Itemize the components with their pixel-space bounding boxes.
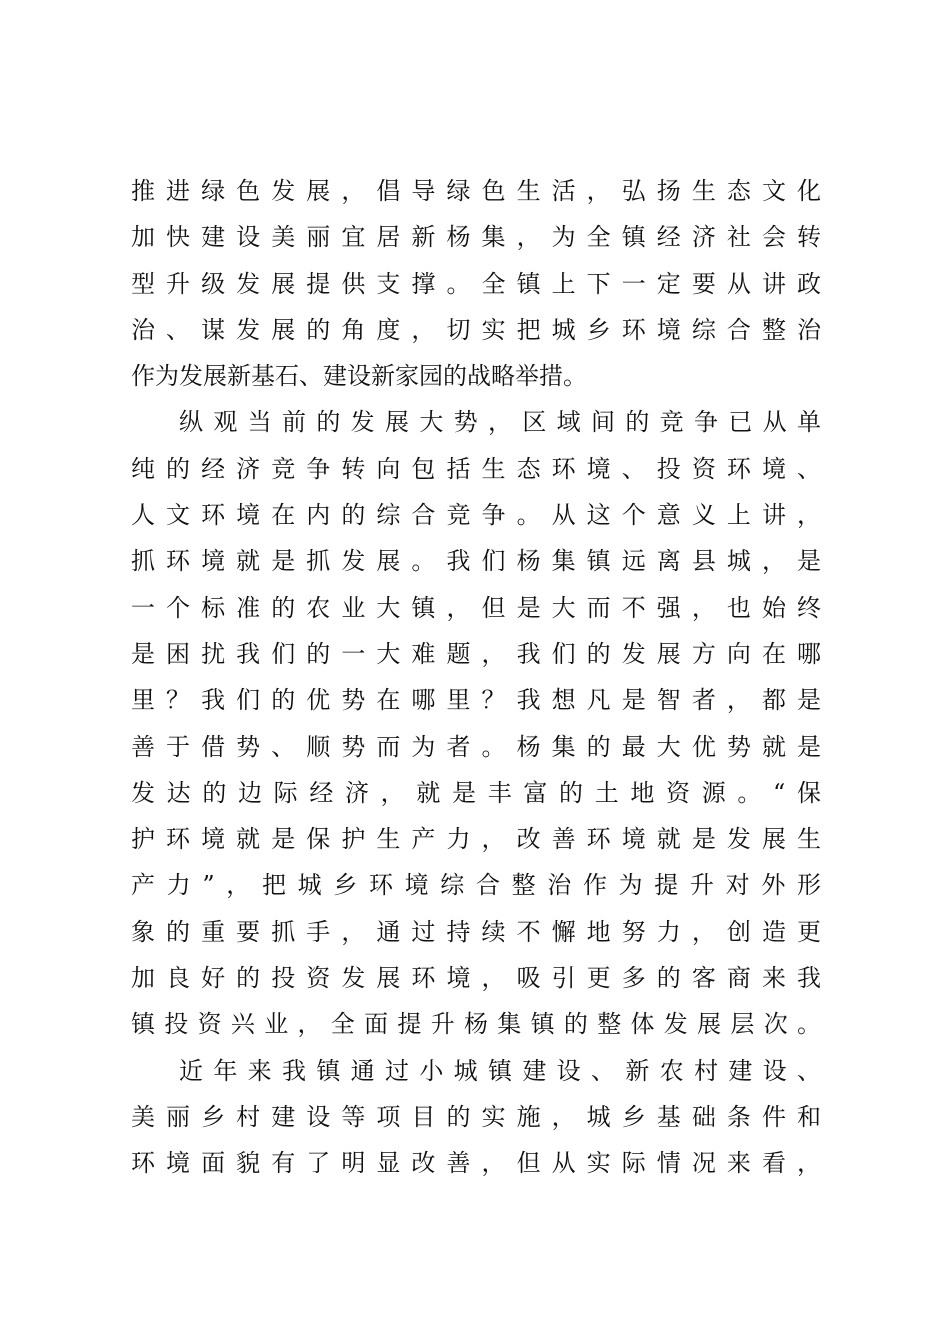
text-line: 善于借势、顺势而为者。杨集的最大优势就是 [131, 732, 821, 761]
text-line: 是困扰我们的一大难题，我们的发展方向在哪 [131, 639, 821, 668]
text-line: 抓环境就是抓发展。我们杨集镇远离县城，是 [131, 547, 821, 576]
text-line: 发达的边际经济，就是丰富的土地资源。“保 [131, 778, 821, 807]
text-line: 环境面貌有了明显改善，但从实际情况来看， [131, 1149, 821, 1178]
paragraph-first-line: 纵观当前的发展大势，区域间的竞争已从单 [179, 408, 821, 437]
paragraph-first-line: 近年来我镇通过小城镇建设、新农村建设、 [179, 1056, 821, 1085]
text-line: 型升级发展提供支撑。全镇上下一定要从讲政 [131, 269, 821, 298]
text-line: 加快建设美丽宜居新杨集，为全镇经济社会转 [131, 223, 821, 252]
text-line: 象的重要抓手，通过持续不懈地努力，创造更 [131, 917, 821, 946]
text-line: 治、谋发展的角度，切实把城乡环境综合整治 [131, 315, 821, 344]
text-line: 产力”，把城乡环境综合整治作为提升对外形 [131, 871, 821, 900]
text-line: 人文环境在内的综合竞争。从这个意义上讲， [131, 501, 821, 530]
text-line: 美丽乡村建设等项目的实施，城乡基础条件和 [131, 1102, 821, 1131]
text-line: 作为发展新基石、建设新家园的战略举措。 [131, 362, 587, 391]
text-line: 一个标准的农业大镇，但是大而不强，也始终 [131, 593, 821, 622]
text-line: 纯的经济竞争转向包括生态环境、投资环境、 [131, 454, 821, 483]
text-line: 推进绿色发展，倡导绿色生活，弘扬生态文化 [131, 177, 821, 205]
text-line: 里？我们的优势在哪里？我想凡是智者，都是 [131, 686, 821, 715]
body-text [131, 168, 821, 1187]
text-line: 护环境就是保护生产力，改善环境就是发展生 [131, 825, 821, 854]
text-line: 加良好的投资发展环境，吸引更多的客商来我 [131, 964, 821, 993]
text-line: 镇投资兴业，全面提升杨集镇的整体发展层次。 [131, 1010, 821, 1039]
